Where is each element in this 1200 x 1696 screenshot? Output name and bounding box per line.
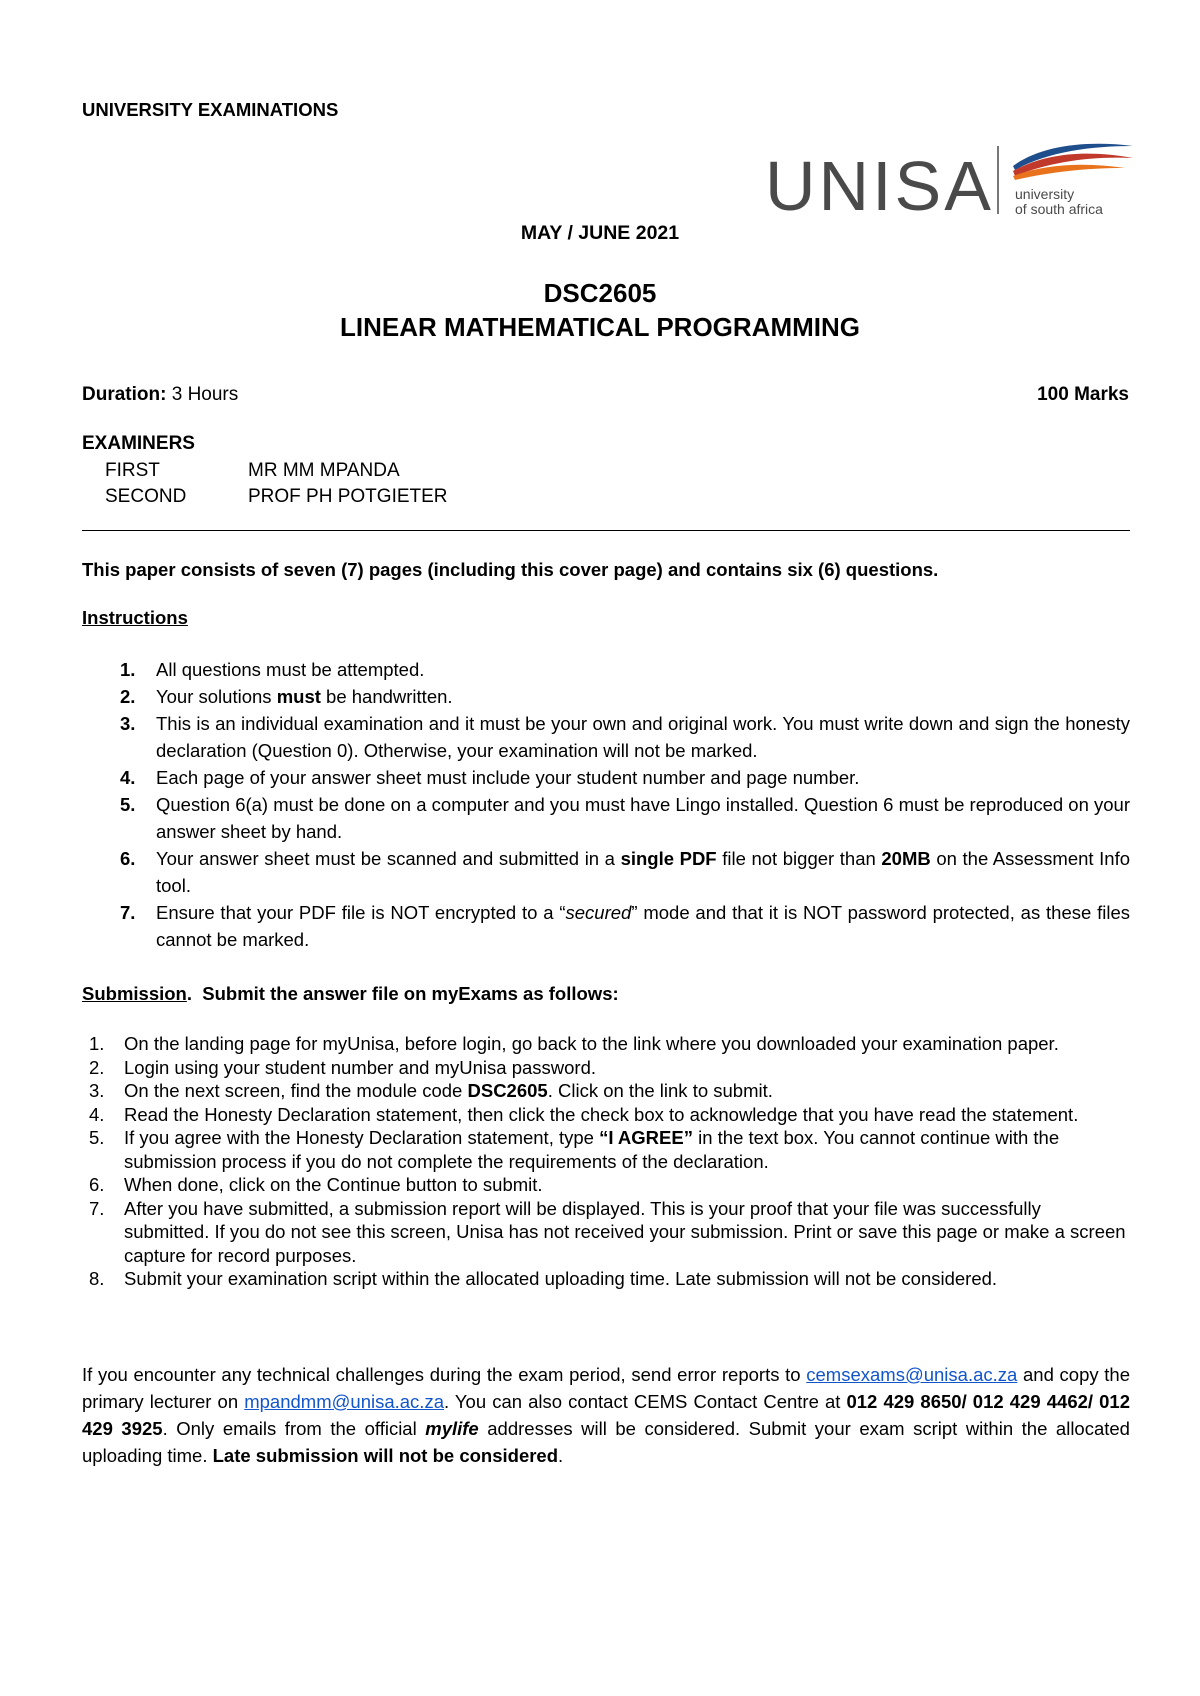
duration-label: Duration: [82,384,167,405]
item-text: On the next screen, find the module code [124,1080,468,1101]
item-text: Each page of your answer sheet must include your student number and page number. [156,767,860,788]
item-text: Your answer sheet must be scanned and submitted in a [156,848,621,869]
logo-wordmark: UNISA [765,147,994,216]
examiner-name: MR MM MPANDA [248,460,400,481]
item-text: When done, click on the Continue button to submit. [124,1174,543,1195]
examiner-second [105,486,448,508]
item-text: be handwritten. [320,686,453,707]
list-item [82,1267,1130,1291]
item-number: 2. [89,1056,105,1078]
paper-summary: This paper consists of seven (7) pages (including this cover page) and contains six (6) questions. [82,559,939,580]
item-text: Read the Honesty Declaration statement, then click the check box to acknowledge that you have read the statement. [124,1103,1079,1125]
list-item [82,764,1130,791]
item-number: 6. [120,848,136,869]
contact-text: If you encounter any technical challenges during the exam period, send error reports to [82,1364,807,1385]
duration-value: 3 Hours [171,384,239,405]
contact-phone-numbers: 012 429 8650/ 012 429 4462/ 012 429 3925 [82,1391,1130,1439]
item-number: 5. [120,794,136,815]
list-item [82,710,1130,764]
item-number: 4. [89,1103,105,1125]
item-text: on the Assessment Info tool. [156,848,1131,896]
logo-tagline-2: of south africa [1015,201,1103,216]
contact-paragraph [82,1361,1130,1469]
cems-email-link[interactable]: cemsexams@unisa.ac.za [806,1364,1018,1385]
mylife-emphasis: mylife [425,1418,479,1439]
instructions-list [82,656,1130,953]
item-number: 5. [89,1127,105,1148]
duration [82,384,238,406]
item-text: After you have submitted, a submission report will be displayed. This is your proof that your file was successfully submitted. If you do not see this screen, Unisa has not received your submission. Print or save this page or make a screen capture for record purposes. [124,1197,1126,1266]
examiners-heading: EXAMINERS [82,433,195,454]
item-number: 8. [89,1268,105,1289]
item-text: file not bigger than [716,848,882,869]
item-text: . Click on the link to submit. [547,1080,773,1101]
item-emphasis: single PDF [620,848,717,869]
list-item [82,656,1130,683]
list-item [82,1173,1130,1197]
examiner-name: PROF PH POTGIETER [248,486,448,507]
item-emphasis: “I AGREE” [599,1127,693,1148]
list-item [82,1126,1130,1173]
contact-text: . [558,1445,564,1466]
item-text: On the landing page for myUnisa, before login, go back to the link where you downloaded your examination paper. [124,1033,1059,1054]
list-item [82,845,1130,899]
late-submission-warning: Late submission will not be considered [212,1445,559,1466]
submission-steps [82,1032,1130,1291]
list-item [82,1079,1130,1103]
instructions-heading: Instructions [82,607,188,628]
list-item [82,899,1130,953]
item-text: This is an individual examination and it must be your own and original work. You must write down and sign the honesty declaration (Question 0). Otherwise, your examination will not be marked. [156,713,1130,761]
item-text: Login using your student number and myUnisa password. [124,1056,597,1078]
item-emphasis: must [276,686,321,707]
list-item [82,791,1130,845]
item-text: Your solutions [156,686,277,707]
item-number: 7. [89,1197,105,1219]
submission-heading: Submission. Submit the answer file on myExams as follows: [82,983,619,1004]
item-text: If you agree with the Honesty Declaration statement, type [124,1127,600,1148]
exam-session: MAY / JUNE 2021 [520,222,680,244]
total-marks: 100 Marks [1037,384,1129,405]
examiner-role: FIRST [105,460,160,481]
item-text: ” mode and that it is NOT password protected, as these files cannot be marked. [156,902,1130,950]
examiner-first [105,460,400,482]
module-code: DSC2605 [543,278,657,308]
item-number: 3. [89,1080,105,1101]
item-number: 1. [120,659,136,680]
list-item [82,683,1130,710]
examiner-role: SECOND [105,486,187,507]
submission-title: Submission [82,983,187,1004]
item-text: All questions must be attempted. [156,659,425,680]
list-item [82,1056,1130,1080]
item-text: Ensure that your PDF file is NOT encrypted to a “ [156,902,566,923]
item-emphasis: DSC2605 [467,1080,548,1101]
list-item [82,1103,1130,1127]
item-text: Submit your examination script within the allocated uploading time. Late submission will not be considered. [124,1268,998,1289]
lecturer-email-link[interactable]: mpandmm@unisa.ac.za [244,1391,444,1412]
exam-series-label: UNIVERSITY EXAMINATIONS [82,99,339,120]
contact-text: . You can also contact CEMS Contact Centre at [444,1391,847,1412]
item-number: 2. [120,686,136,707]
module-title: LINEAR MATHEMATICAL PROGRAMMING [340,312,860,342]
item-number: 6. [89,1174,105,1195]
contact-text: addresses will be considered. Submit your exam script within the allocated uploading time. [82,1418,1130,1466]
contact-text: . Only emails from the official [162,1418,426,1439]
item-text: Question 6(a) must be done on a computer and you must have Lingo installed. Question 6 must be reproduced on your answer sheet by hand. [156,794,1130,842]
logo-tagline-1: university [1015,186,1075,202]
list-item [82,1197,1130,1268]
contact-text: and copy the primary lecturer on [82,1364,1130,1412]
unisa-logo [765,138,1135,216]
horizontal-rule [82,530,1130,531]
item-number: 7. [120,902,136,923]
item-number: 4. [120,767,136,788]
list-item [82,1032,1130,1056]
item-number: 3. [120,713,136,734]
item-number: 1. [89,1033,105,1054]
item-text: in the text box. You cannot continue with the submission process if you do not complete the requirements of the declaration. [124,1127,1060,1172]
submission-subtitle: Submit the answer file on myExams as follows: [202,983,619,1004]
item-emphasis: secured [565,902,632,923]
item-emphasis: 20MB [881,848,931,869]
